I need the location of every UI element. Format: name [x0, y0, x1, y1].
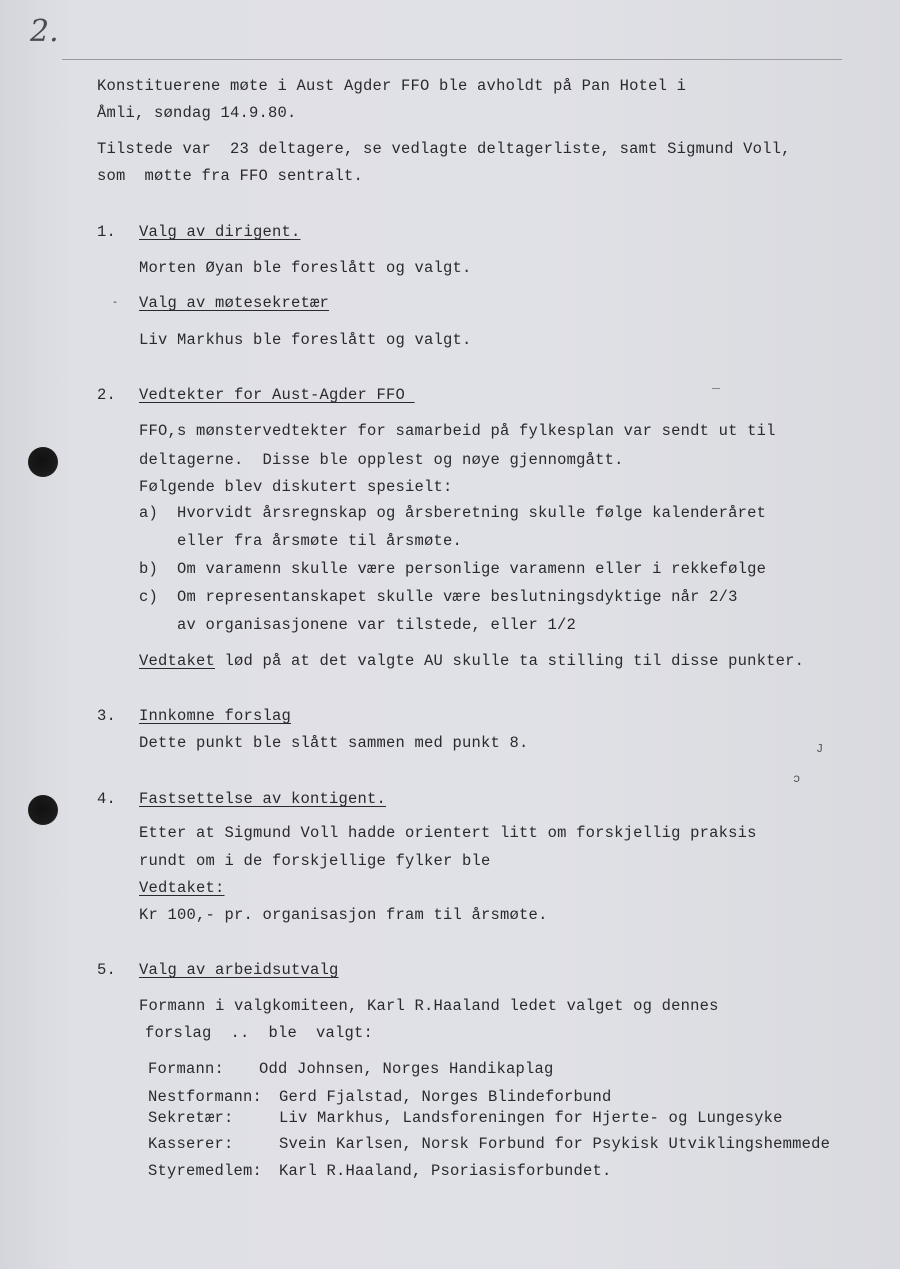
section-heading: Fastsettelse av kontigent. — [139, 790, 387, 808]
board-role: Sekretær: — [148, 1109, 234, 1127]
sub-heading: Valg av møtesekretær — [139, 294, 330, 312]
list-item-text: av organisasjonene var tilstede, eller 1/2 — [177, 616, 577, 634]
board-member: Gerd Fjalstad, Norges Blindeforbund — [279, 1088, 612, 1106]
section-text: Følgende blev diskutert spesielt: — [139, 478, 453, 496]
intro-line: Konstituerene møte i Aust Agder FFO ble avholdt på Pan Hotel i — [97, 77, 687, 95]
list-label: a) — [139, 504, 159, 522]
section-heading: Vedtekter for Aust-Agder FFO — [139, 386, 415, 404]
section-heading: Valg av dirigent. — [139, 223, 301, 241]
decision-text: lød på at det valgte AU skulle ta stilling til disse punkter. — [215, 652, 805, 670]
punch-hole-top — [28, 447, 58, 477]
section-text: forslag .. ble valgt: — [145, 1024, 374, 1042]
section-text: Morten Øyan ble foreslått og valgt. — [139, 259, 472, 277]
section-heading: Valg av arbeidsutvalg — [139, 961, 339, 979]
board-member: Karl R.Haaland, Psoriasisforbundet. — [279, 1162, 612, 1180]
list-item-text: eller fra årsmøte til årsmøte. — [177, 532, 463, 550]
top-rule — [62, 59, 842, 60]
list-item-text: Hvorvidt årsregnskap og årsberetning skulle følge kalenderåret — [177, 504, 767, 522]
stray-mark: J — [816, 742, 824, 756]
board-member: Liv Markhus, Landsforeningen for Hjerte- og Lungesyke — [279, 1109, 783, 1127]
section-text: rundt om i de forskjellige fylker ble — [139, 852, 491, 870]
section-text: Formann i valgkomiteen, Karl R.Haaland ledet valget og dennes — [139, 997, 719, 1015]
section-number: 1. — [97, 223, 117, 241]
list-label: c) — [139, 588, 159, 606]
board-role: Formann: — [148, 1060, 225, 1078]
section-text: Dette punkt ble slått sammen med punkt 8. — [139, 734, 529, 752]
section-text: Etter at Sigmund Voll hadde orientert litt om forskjellig praksis — [139, 824, 757, 842]
board-role: Styremedlem: — [148, 1162, 263, 1180]
section-text: deltagerne. Disse ble opplest og nøye gjennomgått. — [139, 451, 624, 469]
list-label: b) — [139, 560, 159, 578]
section-heading: Innkomne forslag — [139, 707, 292, 725]
decision-label: Vedtaket — [139, 652, 216, 670]
list-item-text: Om varamenn skulle være personlige varamenn eller i rekkefølge — [177, 560, 767, 578]
intro-line: Tilstede var 23 deltagere, se vedlagte deltagerliste, samt Sigmund Voll, — [97, 140, 791, 158]
section-number: 3. — [97, 707, 117, 725]
stray-mark: ɔ — [793, 772, 801, 786]
section-text: Liv Markhus ble foreslått og valgt. — [139, 331, 472, 349]
section-number: 4. — [97, 790, 117, 808]
section-text: FFO,s mønstervedtekter for samarbeid på fylkesplan var sendt ut til — [139, 422, 776, 440]
board-member: Odd Johnsen, Norges Handikaplag — [259, 1060, 554, 1078]
punch-hole-bottom — [28, 795, 58, 825]
board-member: Svein Karlsen, Norsk Forbund for Psykisk Utviklingshemmede — [279, 1135, 831, 1153]
decision-line — [139, 651, 804, 671]
section-number: 2. — [97, 386, 117, 404]
sub-marker: - — [112, 298, 119, 309]
intro-line: Åmli, søndag 14.9.80. — [97, 104, 297, 122]
decision-label: Vedtaket: — [139, 879, 225, 897]
board-role: Nestformann: — [148, 1088, 263, 1106]
stray-mark — [712, 388, 720, 389]
handwritten-page-number: 2. — [30, 14, 59, 49]
list-item-text: Om representanskapet skulle være beslutningsdyktige når 2/3 — [177, 588, 738, 606]
decision-text: Kr 100,- pr. organisasjon fram til årsmøte. — [139, 906, 548, 924]
intro-line: som møtte fra FFO sentralt. — [97, 167, 364, 185]
section-number: 5. — [97, 961, 117, 979]
board-role: Kasserer: — [148, 1135, 234, 1153]
